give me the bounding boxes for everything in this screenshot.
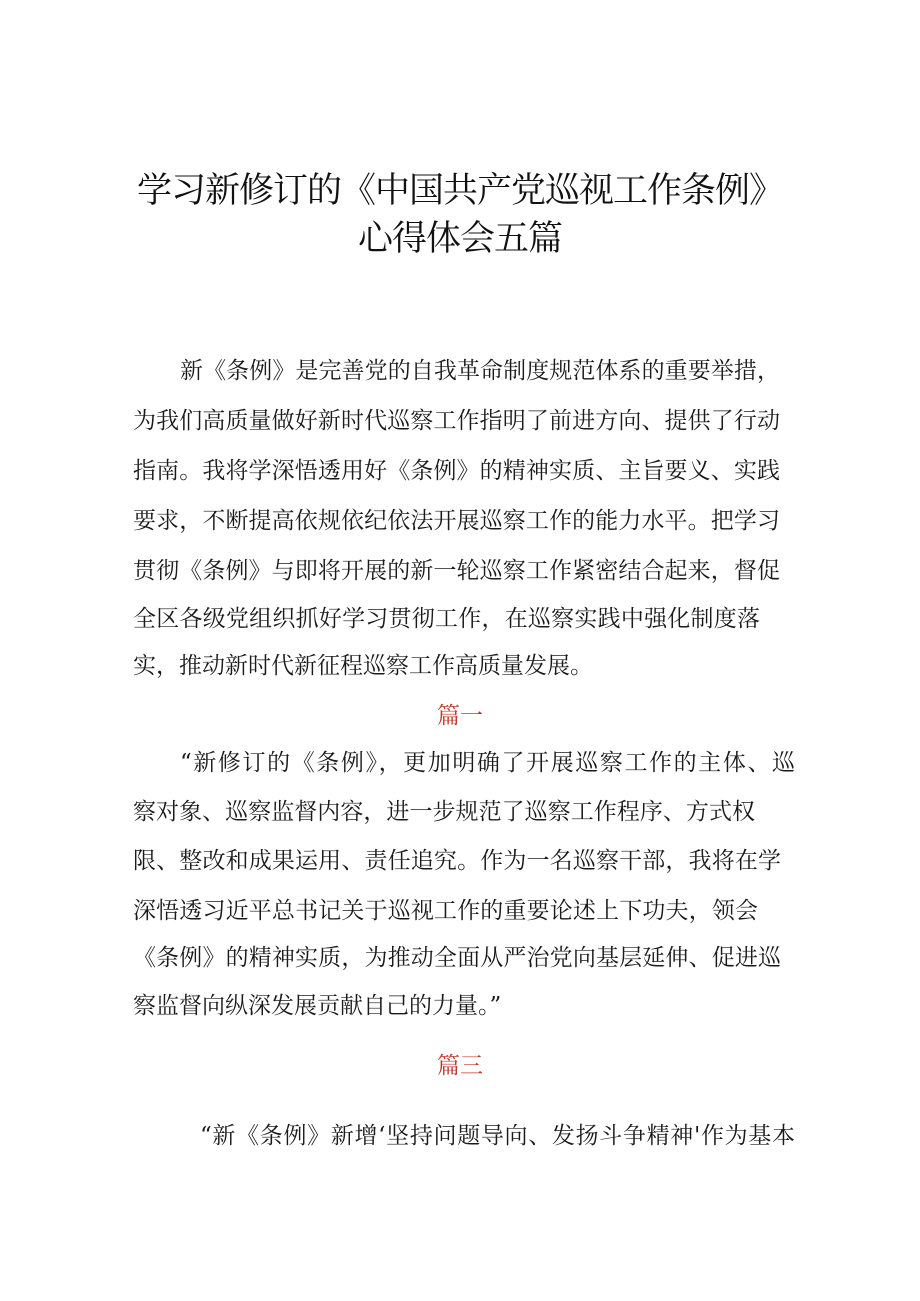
intro-line: 全区各级党组织抓好学习贯彻工作，在巡察实践中强化制度落 (133, 606, 760, 632)
section-1-line: 《条例》的精神实质，为推动全面从严治党向基层延伸、促进巡 (133, 945, 781, 971)
section-2-line: “新《条例》新增‘坚持问题导向、发扬斗争精神'作为基本 (200, 1123, 795, 1149)
document-title-line-1: 学习新修订的《中国共产党巡视工作条例》 (136, 171, 783, 211)
document-title-line-2: 心得体会五篇 (357, 219, 562, 259)
intro-line: 实，推动新时代新征程巡察工作高质量发展。 (133, 653, 593, 679)
intro-line: 要求，不断提高依规依纪依法开展巡察工作的能力水平。把学习 (133, 508, 780, 534)
section-1-line: 限、整改和成果运用、责任追究。作为一名巡察干部，我将在学 (133, 848, 781, 874)
intro-line: 贯彻《条例》与即将开展的新一轮巡察工作紧密结合起来，督促 (133, 558, 780, 584)
section-1-line: 深悟透习近平总书记关于巡视工作的重要论述上下功夫，领会 (133, 898, 758, 924)
intro-line: 新《条例》是完善党的自我革命制度规范体系的重要举措， (180, 358, 780, 384)
section-1-line: 察对象、巡察监督内容，进一步规范了巡察工作程序、方式权 (133, 799, 755, 825)
section-1-line: “新修订的《条例》，更加明确了开展巡察工作的主体、巡 (180, 750, 795, 776)
section-heading-1: 篇一 (437, 703, 483, 729)
intro-line: 为我们高质量做好新时代巡察工作指明了前进方向、提供了行动 (133, 408, 780, 434)
intro-line: 指南。我将学深悟透用好《条例》的精神实质、主旨要义、实践 (133, 458, 780, 484)
section-heading-2: 篇三 (437, 1053, 483, 1079)
section-1-line: 察监督向纵深发展贡献自己的力量。” (133, 993, 502, 1019)
